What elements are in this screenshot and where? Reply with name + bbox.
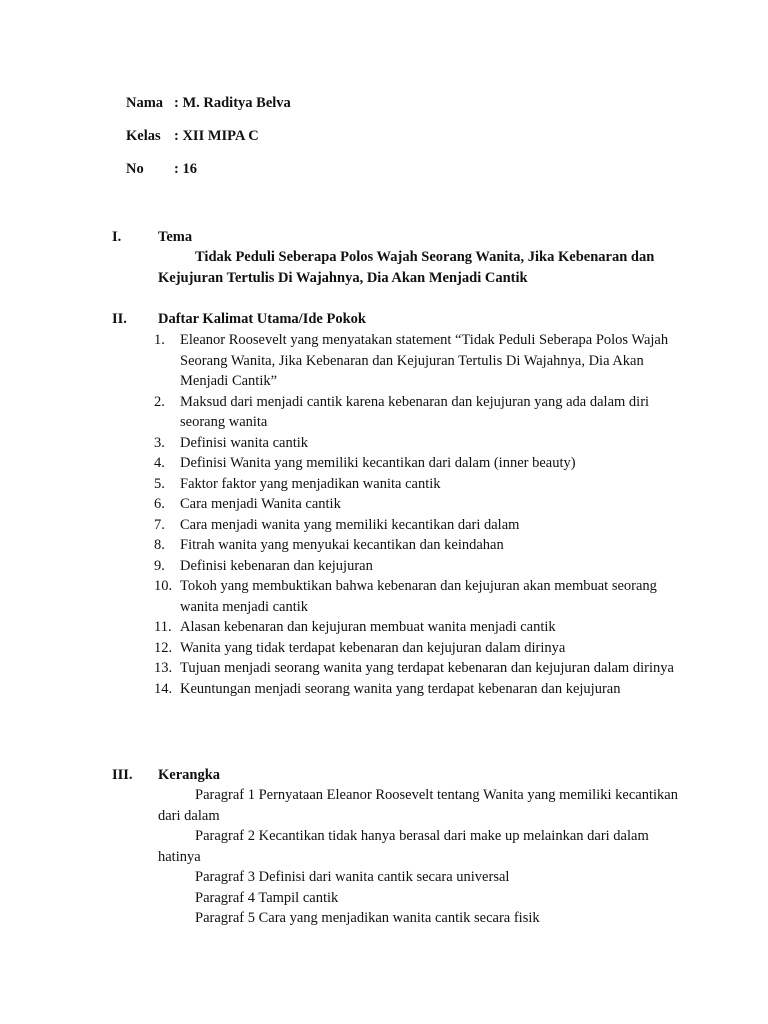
section-number-2: II. — [112, 311, 127, 327]
list-item-text: Tokoh yang membuktikan bahwa kebenaran dan kejujuran akan membuat seorang wanita menjadi cantik — [180, 578, 657, 615]
info-value: : M. Raditya Belva — [174, 95, 291, 111]
info-label: Kelas — [126, 128, 161, 144]
list-item-number: 10. — [154, 578, 173, 594]
list-item-number: 7. — [154, 516, 165, 533]
list-item-text: Maksud dari menjadi cantik karena kebenaran dan kejujuran yang ada dalam diri seorang wanita — [180, 393, 650, 430]
list-item — [154, 679, 678, 700]
outline-paragraphs — [158, 785, 678, 929]
outline-paragraph: Paragraf 4 Tampil cantik — [195, 889, 339, 906]
list-item — [154, 576, 678, 617]
info-row-no — [126, 159, 197, 180]
section-title-kerangka: Kerangka — [158, 767, 221, 783]
list-item-text: Eleanor Roosevelt yang menyatakan statement “Tidak Peduli Seberapa Polos Wajah Seorang Wanita, Jika Kebenaran dan Kejujuran Tertulis Di Wajahnya, Dia Akan Menjadi Cantik” — [180, 332, 669, 389]
list-item — [154, 392, 678, 433]
main-ideas-list — [154, 330, 678, 699]
info-label: No — [126, 161, 144, 177]
list-item-number: 11. — [154, 619, 172, 635]
list-item-text: Keuntungan menjadi seorang wanita yang terdapat kebenaran dan kejujuran — [180, 680, 621, 697]
section-title-daftar: Daftar Kalimat Utama/Ide Pokok — [158, 311, 366, 327]
list-item-number: 3. — [154, 434, 165, 451]
outline-paragraph: Paragraf 1 Pernyataan Eleanor Roosevelt tentang Wanita yang memiliki kecantikan dari dalam — [158, 787, 678, 824]
outline-paragraph: Paragraf 5 Cara yang menjadikan wanita cantik secara fisik — [195, 910, 540, 926]
list-item — [154, 638, 678, 659]
section-number-3: III. — [112, 767, 133, 783]
list-item-number: 6. — [154, 496, 165, 512]
list-item — [154, 494, 678, 515]
list-item-number: 4. — [154, 455, 165, 471]
list-item-text: Fitrah wanita yang menyukai kecantikan dan keindahan — [180, 537, 504, 553]
tema-text: Tidak Peduli Seberapa Polos Wajah Seorang Wanita, Jika Kebenaran dan Kejujuran Tertulis Di Wajahnya, Dia Akan Menjadi Cantik — [158, 249, 655, 286]
list-item-text: Wanita yang tidak terdapat kebenaran dan kejujuran dalam dirinya — [180, 639, 566, 656]
info-row-kelas — [126, 126, 259, 147]
list-item-text: Cara menjadi wanita yang memiliki kecantikan dari dalam — [180, 516, 520, 533]
list-item-text: Alasan kebenaran dan kejujuran membuat wanita menjadi cantik — [180, 619, 556, 635]
list-item — [154, 453, 678, 474]
list-item-number: 1. — [154, 332, 165, 348]
list-item — [154, 535, 678, 556]
list-item — [154, 330, 678, 392]
outline-paragraph: Paragraf 2 Kecantikan tidak hanya berasal dari make up melainkan dari dalam hatinya — [158, 828, 649, 865]
list-item-number: 8. — [154, 537, 165, 553]
info-label: Nama — [126, 95, 164, 111]
list-item-number: 14. — [154, 680, 173, 697]
list-item-number: 13. — [154, 660, 173, 676]
info-value: : 16 — [174, 161, 197, 177]
list-item — [154, 433, 678, 454]
info-row-nama — [126, 93, 291, 114]
list-item — [154, 556, 678, 577]
outline-paragraph: Paragraf 3 Definisi dari wanita cantik secara universal — [195, 869, 510, 885]
section-title-tema: Tema — [158, 229, 193, 245]
list-item-number: 2. — [154, 393, 165, 410]
list-item — [154, 515, 678, 536]
list-item-number: 12. — [154, 639, 173, 656]
section-number-1: I. — [112, 229, 122, 245]
list-item-text: Cara menjadi Wanita cantik — [180, 496, 341, 512]
list-item-number: 5. — [154, 475, 165, 492]
list-item-text: Definisi kebenaran dan kejujuran — [180, 557, 373, 574]
list-item-text: Tujuan menjadi seorang wanita yang terdapat kebenaran dan kejujuran dalam dirinya — [180, 660, 674, 676]
info-value: : XII MIPA C — [174, 128, 259, 144]
list-item — [154, 658, 678, 679]
list-item-text: Definisi Wanita yang memiliki kecantikan dari dalam (inner beauty) — [180, 455, 576, 471]
list-item — [154, 474, 678, 495]
list-item-text: Faktor faktor yang menjadikan wanita cantik — [180, 475, 441, 492]
list-item-number: 9. — [154, 557, 165, 574]
list-item — [154, 617, 678, 638]
list-item-text: Definisi wanita cantik — [180, 434, 309, 451]
